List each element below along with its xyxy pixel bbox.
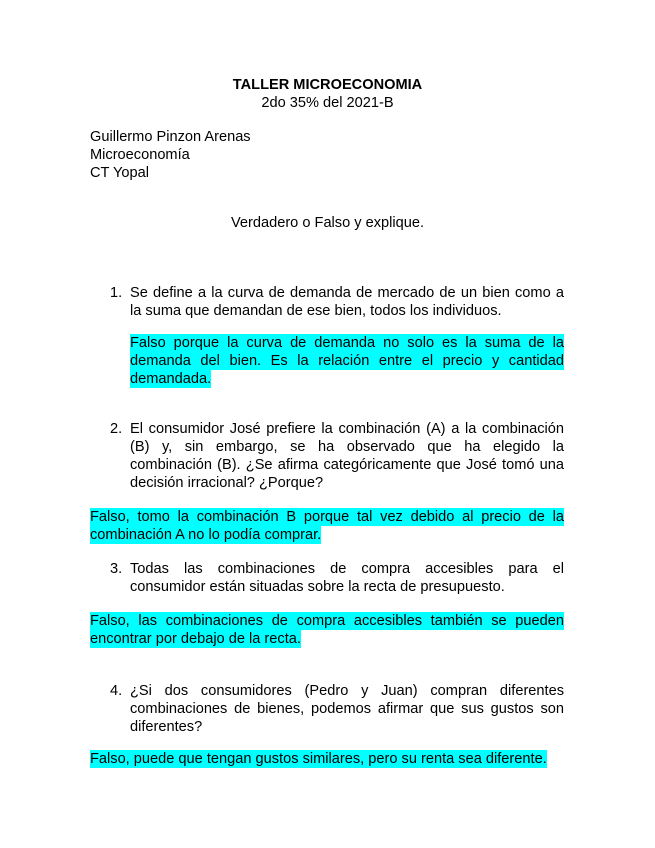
answer-text-line: encontrar por debajo de la recta. (90, 631, 301, 647)
question-text-line: combinaciones de bienes, podemos afirmar que sus gustos son (130, 701, 564, 717)
author-name: Guillermo Pinzon Arenas (90, 129, 251, 145)
question-text-line: Se define a la curva de demanda de mercado de un bien como a (130, 285, 564, 301)
answer-text-line: combinación A no lo podía comprar. (90, 527, 322, 543)
answer-text-line: demandada. (130, 371, 212, 387)
question-number: 1. (110, 285, 123, 301)
question-text-line: (B) y, sin embargo, se ha observado que ha elegido la (130, 439, 564, 455)
question-number: 3. (110, 561, 123, 577)
question-text-line: decisión irracional? ¿Porque? (130, 475, 324, 491)
question-text-line: combinación (B). ¿Se afirma categóricamente que José tomó una (130, 457, 564, 473)
answer-text-line: Falso porque la curva de demanda no solo es la suma de la (130, 335, 564, 351)
question-text-line: la suma que demandan de ese bien, todos los individuos. (130, 303, 502, 319)
question-text-line: El consumidor José prefiere la combinación (A) a la combinación (130, 421, 564, 437)
instructions: Verdadero o Falso y explique. (230, 215, 425, 231)
answer-text-line: Falso, las combinaciones de compra accesibles también se pueden (90, 613, 564, 629)
answer-text-line: Falso, puede que tengan gustos similares, pero su renta sea diferente. (90, 751, 547, 767)
question-number: 2. (110, 421, 123, 437)
answer-text-line: Falso, tomo la combinación B porque tal vez debido al precio de la (90, 509, 564, 525)
author-location: CT Yopal (90, 165, 149, 181)
question-text-line: ¿Si dos consumidores (Pedro y Juan) compran diferentes (130, 683, 564, 699)
question-text-line: Todas las combinaciones de compra accesibles para el (130, 561, 564, 577)
document-title: TALLER MICROECONOMIA (232, 77, 423, 93)
document-subtitle: 2do 35% del 2021-B (261, 95, 394, 111)
answer-text-line: demanda del bien. Es la relación entre el precio y cantidad (130, 353, 564, 369)
author-course: Microeconomía (90, 147, 190, 163)
question-text-line: consumidor están situadas sobre la recta de presupuesto. (130, 579, 505, 595)
question-number: 4. (110, 683, 123, 699)
question-text-line: diferentes? (130, 719, 203, 735)
